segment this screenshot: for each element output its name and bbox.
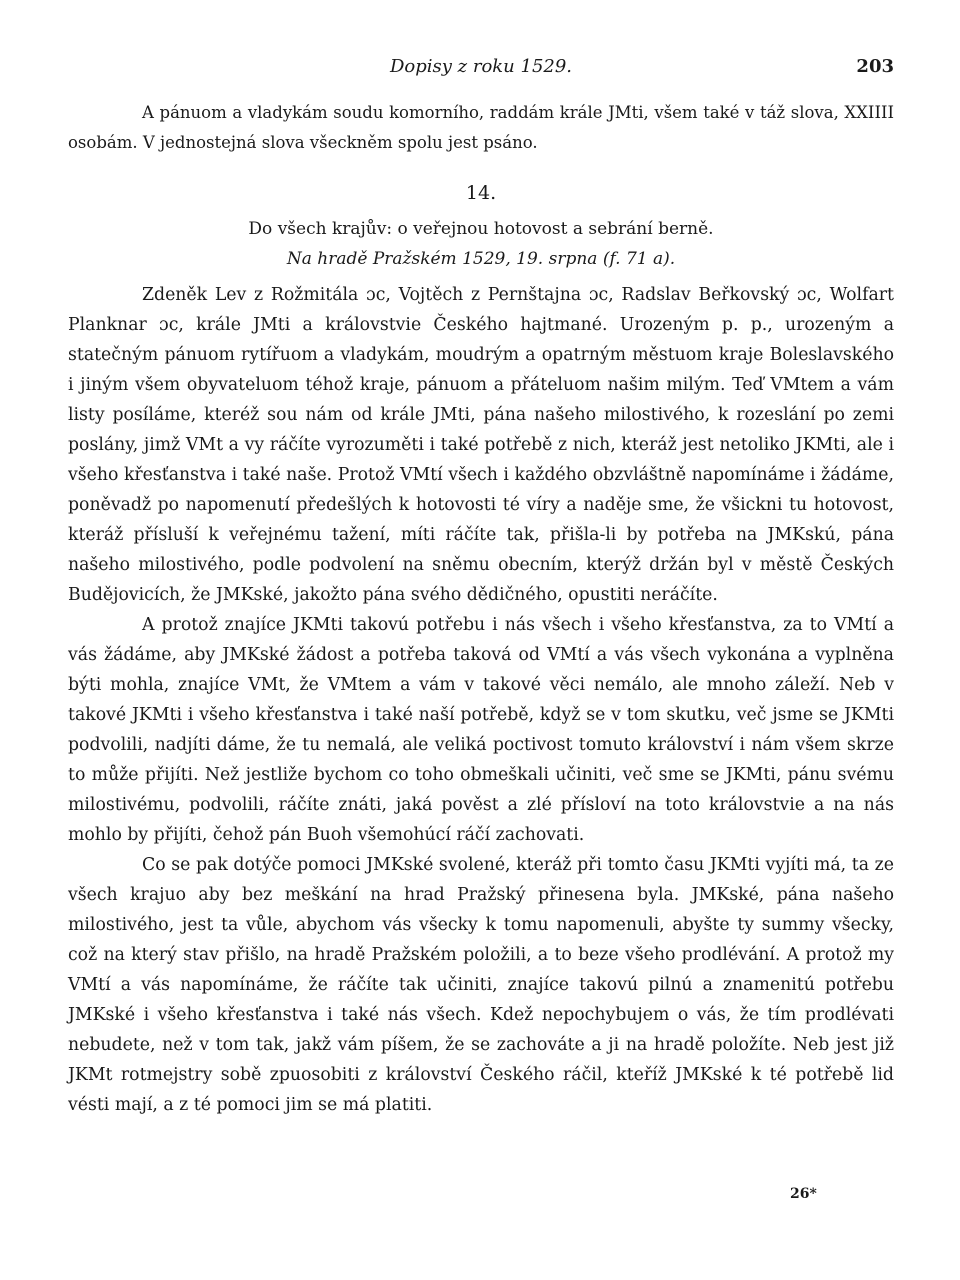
intro-paragraph: A pánuom a vladykám soudu komorního, raddám krále JMti, všem také v táž slova, XXIIII osobám. V jednostejná slova všeckněm spolu jest psáno.: [68, 103, 894, 152]
document-page: [68, 56, 894, 1120]
body-paragraph-3: Co se pak dotýče pomoci JMKské svolené, kteráž při tomto času JKMti vyjíti má, ta ze všech krajuo aby bez meškání na hrad Pražský přinesena byla. JMKské, pána našeho milostivého, jest ta vůle, abychom vás všecky k tomu napomenuli, abyšte ty summy všecky, což na který stav přišlo, na hradě Pražském položili, a to beze všeho prodlévání. A protož my VMtí a vás napomínáme, že ráčíte tak učiniti, znajíce takovú pilnú a znamenitú potřebu JMKské i všeho křesťanstva i také nás všech. Kdež nepochybujem o vás, že tím prodlévati nebudete, než v tom tak, jakž vám píšem, že se zachováte a ji na hradě položíte. Neb jest již JKMt rotmejstry sobě zpuosobiti z království Českého ráčil, kteříž JMKské k té potřebě lid vésti mají, a z té pomoci jim se má platiti.: [68, 855, 894, 1115]
running-title: Dopisy z roku 1529.: [389, 56, 573, 77]
running-header: [68, 56, 894, 84]
signature-mark: 26*: [790, 1186, 817, 1202]
page-number: 203: [856, 56, 894, 77]
section-number: 14.: [465, 182, 497, 204]
letter-body: [68, 280, 894, 1120]
intro-block: [68, 98, 894, 158]
section-date: Na hradě Pražském 1529, 19. srpna (f. 71 a).: [286, 249, 676, 269]
body-paragraph-2: A protož znajíce JKMti takovú potřebu i nás všech i všeho křesťanstva, za to VMtí a vás žádáme, aby JMKské žádost a potřeba taková od VMtí a vás všech vykonána a vyplněna býti mohla, znajíce VMt, že VMtem a vám v takové věci nemálo, ale mnoho záleží. Neb v takové JKMti i všeho křesťanstva i také naší potřebě, když se v tom skutku, več jsme se JKMti podvolili, nadjíti dáme, že tu nemalá, ale veliká poctivost tomuto království i nám všem skrze to může přijíti. Než jestliže bychom co toho obmeškali učiniti, več sme se JKMti, pánu svému milostivému, podvolili, ráčíte znáti, jaká pověst a zlé přísloví na toto královstvie a na nás mohlo by přijíti, čehož pán Buoh všemohúcí ráčí zachovati.: [68, 615, 894, 845]
body-paragraph-1: Zdeněk Lev z Rožmitála ɔc, Vojtěch z Pernštajna ɔc, Radslav Beřkovský ɔc, Wolfart Planknar ɔc, krále JMti a královstvie Českého hajtmané. Urozeným p. p., urozeným a statečným pánuom rytířuom a vladykám, moudrým a opatrným městuom kraje Boleslavského i jiným všem obyvateluom téhož kraje, pánuom a přáteluom našim milým. Teď VMtem a vám listy posíláme, kteréž sou nám od krále JMti, pána našeho milostivého, k rozeslání po zemi poslány, jimž VMt a vy ráčíte vyrozuměti i také potřebě z nich, kteráž jest netoliko JKMti, ale i všeho křesťanstva i také naše. Protož VMtí všech i každého obzvláštně napomínáme i žádáme, poněvadž po napomenutí předešlých k hotovosti té víry a naděje sme, že všickni tu hotovost, kteráž přísluší k veřejnému tažení, míti ráčíte tak, přišla-li by potřeba na JMKskú, pána našeho milostivého, podle podvolení na sněmu obecním, kterýž držán byl v městě Českých Budějovicích, že JMKské, jakožto pána svého dědičného, opustiti neráčíte.: [68, 285, 894, 605]
section-heading: Do všech krajův: o veřejnou hotovost a sebrání berně.: [248, 219, 714, 239]
